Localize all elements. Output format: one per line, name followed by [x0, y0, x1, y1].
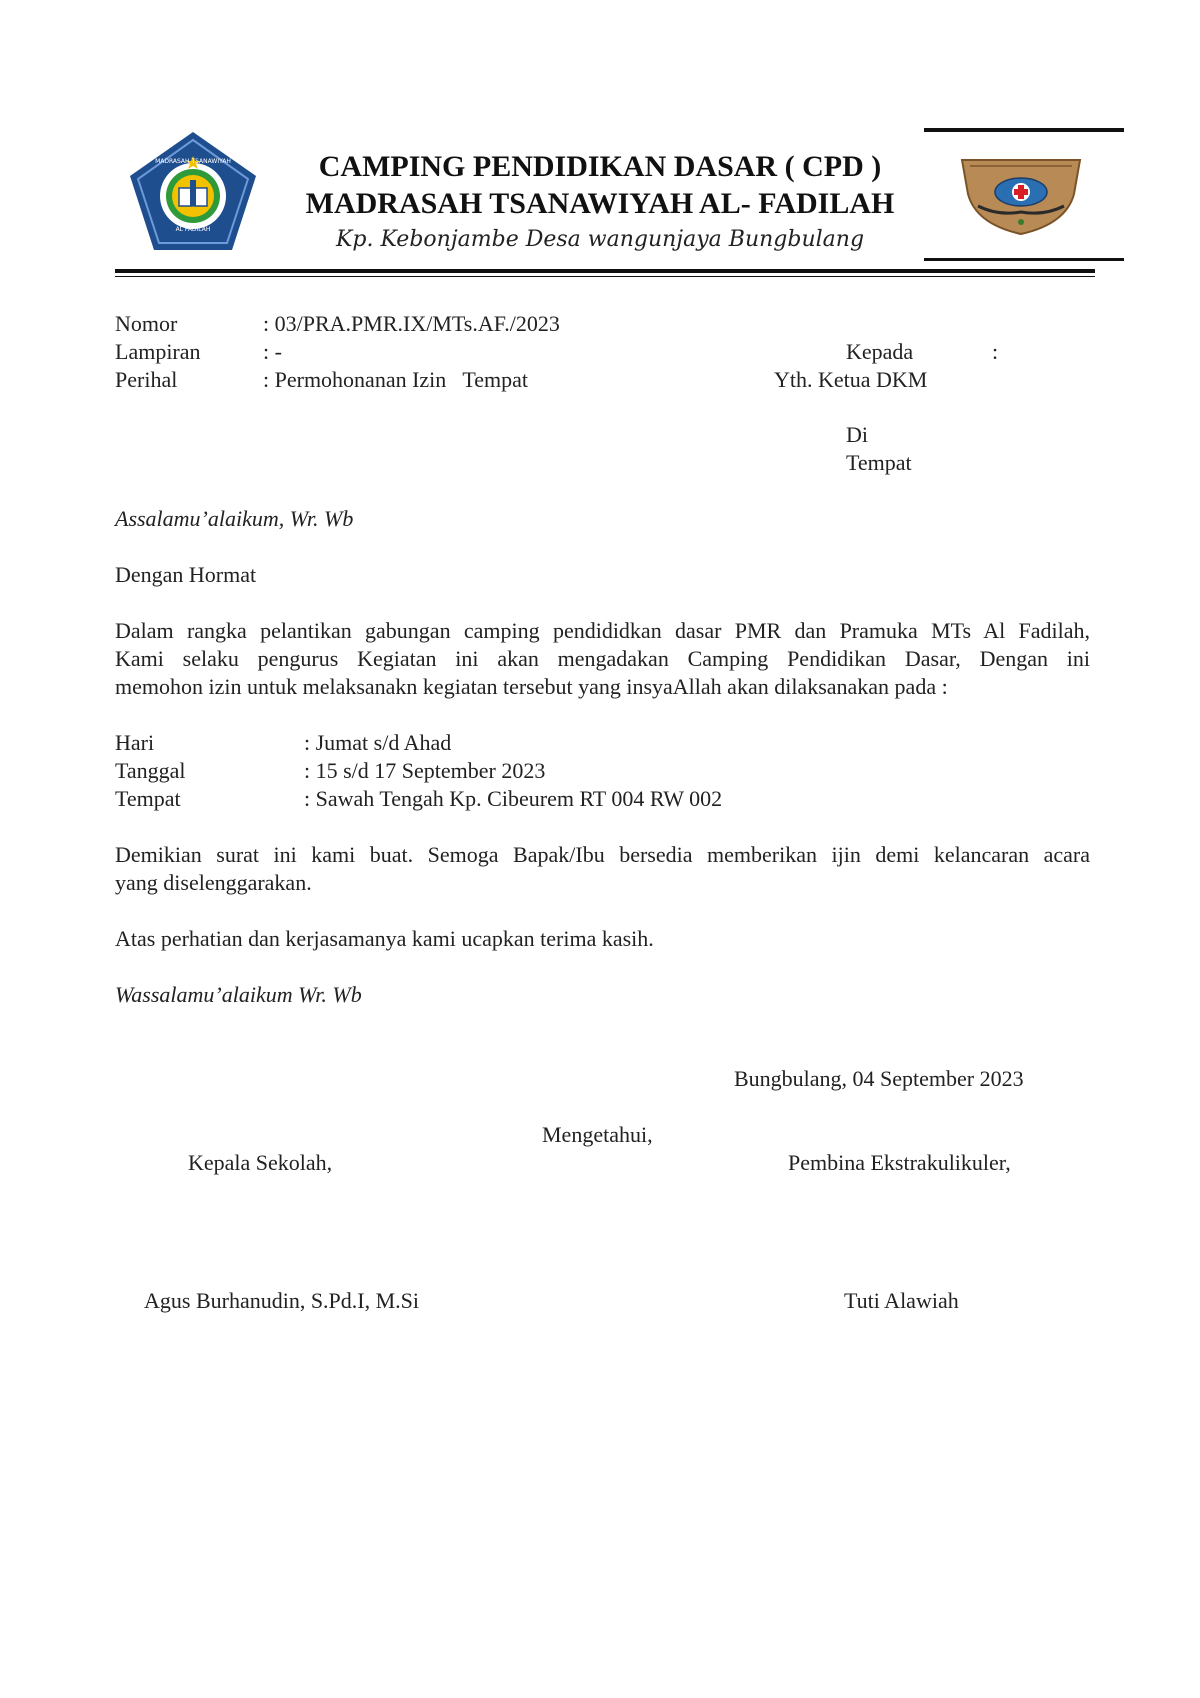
letter-meta — [0, 310, 1200, 400]
detail-hari-label: Hari — [115, 730, 155, 755]
recipient-tempat: Tempat — [846, 450, 912, 475]
kepada-label: Kepada — [846, 339, 914, 364]
madrasah-logo-icon — [128, 130, 258, 252]
detail-hari-value: : Jumat s/d Ahad — [304, 730, 452, 755]
signature-place-date: Bungbulang, 04 September 2023 — [734, 1066, 1024, 1091]
paragraph-intro — [115, 617, 1090, 701]
header-title-line2: MADRASAH TSANAWIYAH AL- FADILAH — [305, 187, 895, 220]
recipient-di: Di — [846, 422, 868, 447]
opening-hormat: Dengan Hormat — [115, 562, 257, 587]
paragraph-closing — [115, 841, 1090, 897]
header-rule-bottom-right — [924, 258, 1124, 261]
paragraph-intro-line: Kami selaku pengurus Kegiatan ini akan mengadakan Camping Pendidikan Dasar, Dengan ini — [115, 646, 1090, 671]
lampiran-value: : - — [263, 339, 282, 364]
signature-left-role: Kepala Sekolah, — [188, 1150, 333, 1175]
left-logo-text-top: MADRASAH TSANAWIYAH — [155, 158, 231, 165]
signature-right-name: Tuti Alawiah — [844, 1288, 959, 1313]
header-rule-thin — [115, 276, 1095, 277]
opening-salam: Assalamu’alaikum, Wr. Wb — [115, 506, 354, 531]
event-details — [0, 729, 1200, 813]
letterhead — [0, 0, 1200, 290]
lampiran-label: Lampiran — [115, 339, 201, 364]
signature-left-name: Agus Burhanudin, S.Pd.I, M.Si — [144, 1288, 420, 1313]
header-rule-top-right — [924, 128, 1124, 132]
closing-salam: Wassalamu’alaikum Wr. Wb — [115, 982, 362, 1007]
header-address: Kp. Kebonjambe Desa wangunjaya Bungbulang — [335, 227, 865, 252]
signature-mengetahui: Mengetahui, — [542, 1122, 653, 1147]
paragraph-closing-line: yang diselenggarakan. — [115, 870, 312, 895]
nomor-value: : 03/PRA.PMR.IX/MTs.AF./2023 — [263, 311, 560, 336]
detail-tanggal-label: Tanggal — [115, 758, 186, 783]
pmr-logo-icon — [958, 154, 1084, 236]
detail-tempat-label: Tempat — [115, 786, 181, 811]
paragraph-intro-line: memohon izin untuk melaksanakn kegiatan tersebut yang insyaAllah akan dilaksanakan pada : — [115, 674, 948, 699]
signature-right-role: Pembina Ekstrakulikuler, — [788, 1150, 1011, 1175]
paragraph-intro-line: Dalam rangka pelantikan gabungan camping pendididkan dasar PMR dan Pramuka MTs Al Fadilah, — [115, 618, 1090, 643]
paragraph-thanks: Atas perhatian dan kerjasamanya kami ucapkan terima kasih. — [115, 926, 654, 951]
perihal-label: Perihal — [115, 367, 178, 392]
recipient-yth: Yth. Ketua DKM — [774, 367, 928, 392]
kepada-colon: : — [992, 339, 999, 364]
detail-tanggal-value: : 15 s/d 17 September 2023 — [304, 758, 546, 783]
detail-tempat-value: : Sawah Tengah Kp. Cibeurem RT 004 RW 002 — [304, 786, 723, 811]
nomor-label: Nomor — [115, 311, 178, 336]
header-title-line1: CAMPING PENDIDIKAN DASAR ( CPD ) — [318, 150, 882, 183]
header-rule-main — [115, 269, 1095, 273]
paragraph-closing-line: Demikian surat ini kami buat. Semoga Bapak/Ibu bersedia memberikan ijin demi kelancaran acara — [115, 842, 1090, 867]
left-logo-text-bottom: AL FADILAH — [175, 226, 211, 233]
perihal-value: : Permohonanan Izin Tempat — [263, 367, 529, 392]
